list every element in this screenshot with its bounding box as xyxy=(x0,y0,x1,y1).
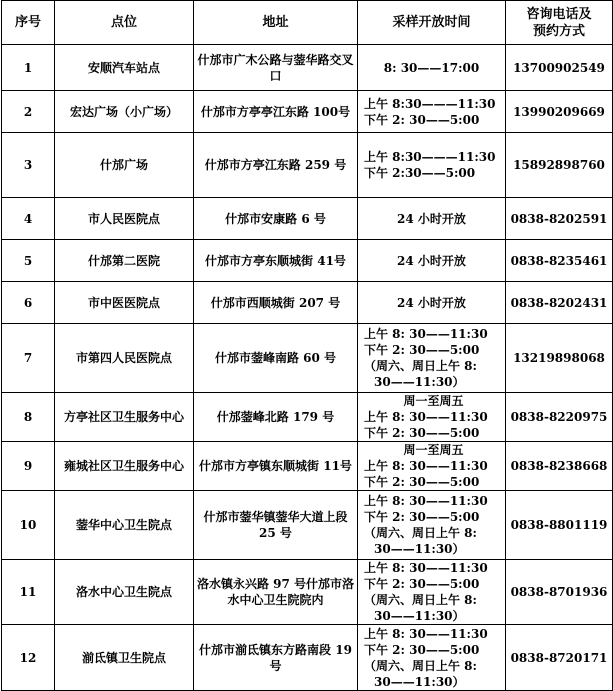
hours-line: （周六、周日上午 8: xyxy=(364,593,477,607)
cell-hours xyxy=(358,240,506,282)
cell-seq: 6 xyxy=(2,282,55,324)
hours-line: 下午 2: 30——5:00 xyxy=(364,510,480,524)
table-row xyxy=(2,560,613,625)
table-row xyxy=(2,198,613,240)
hours-line: 上午 8: 30——11:30 xyxy=(364,410,488,424)
hours-line: 24 小时开放 xyxy=(397,253,466,268)
hours-line: 8: 30——17:00 xyxy=(383,60,480,75)
header-address: 地址 xyxy=(194,1,358,45)
hours-line: 30——11:30） xyxy=(374,542,465,556)
table-row xyxy=(2,133,613,198)
table-row xyxy=(2,393,613,442)
sampling-sites-table xyxy=(1,0,613,691)
hours-line: 30——11:30） xyxy=(374,674,465,689)
hours-line: 24 小时开放 xyxy=(397,295,466,310)
cell-seq: 7 xyxy=(2,324,55,393)
cell-phone: 13990209669 xyxy=(506,91,613,133)
cell-phone: 0838-8238668 xyxy=(506,442,613,491)
hours-line: 下午 2: 30——5:00 xyxy=(364,475,480,489)
hours-line: 上午 8:30———11:30 xyxy=(364,150,496,164)
hours-line: （周六、周日上午 8: xyxy=(364,359,477,373)
cell-phone: 13219898068 xyxy=(506,324,613,393)
cell-address: 什邡市西顺城街 207 号 xyxy=(194,282,358,324)
cell-hours xyxy=(358,91,506,133)
hours-line: （周六、周日上午 8: xyxy=(364,658,477,673)
cell-phone: 15892898760 xyxy=(506,133,613,198)
hours-line: 上午 8: 30——11:30 xyxy=(364,494,488,508)
cell-site: 雍城社区卫生服务中心 xyxy=(55,442,194,491)
table-row xyxy=(2,324,613,393)
table-row xyxy=(2,91,613,133)
hours-line: 下午 2: 30——5:00 xyxy=(364,343,480,357)
hours-line: 上午 8: 30——11:30 xyxy=(364,327,488,341)
cell-seq: 11 xyxy=(2,560,55,625)
header-site: 点位 xyxy=(55,1,194,45)
cell-site: 安顺汽车站点 xyxy=(55,45,194,91)
table-row xyxy=(2,282,613,324)
cell-hours xyxy=(358,198,506,240)
hours-line: 周一至周五 xyxy=(403,394,464,408)
cell-phone: 0838-8202431 xyxy=(506,282,613,324)
cell-hours xyxy=(358,393,506,442)
hours-line: 上午 8: 30——11:30 xyxy=(364,459,488,473)
cell-seq: 5 xyxy=(2,240,55,282)
hours-line: 下午 2: 30——5:00 xyxy=(364,642,480,657)
cell-site: 市人民医院点 xyxy=(55,198,194,240)
cell-site: 什邡第二医院 xyxy=(55,240,194,282)
cell-site: 市中医医院点 xyxy=(55,282,194,324)
cell-site: 方亭社区卫生服务中心 xyxy=(55,393,194,442)
cell-address: 什邡市方亭东顺城街 41号 xyxy=(194,240,358,282)
hours-line: 30——11:30） xyxy=(374,609,465,623)
cell-phone: 0838-8235461 xyxy=(506,240,613,282)
header-contact-line1: 咨询电话及 xyxy=(526,6,592,22)
hours-line: 周一至周五 xyxy=(403,443,464,457)
table-row xyxy=(2,625,613,691)
header-hours: 采样开放时间 xyxy=(358,1,506,45)
cell-phone: 0838-8801119 xyxy=(506,491,613,560)
cell-phone: 13700902549 xyxy=(506,45,613,91)
cell-phone: 0838-8701936 xyxy=(506,560,613,625)
cell-site: 湔氐镇卫生院点 xyxy=(55,625,194,691)
hours-line: 下午 2: 30——5:00 xyxy=(364,577,480,591)
cell-address: 洛水镇永兴路 97 号什邡市洛水中心卫生院院内 xyxy=(194,560,358,625)
hours-line: 下午 2: 30——5:00 xyxy=(364,112,480,127)
cell-address: 什邡市安康路 6 号 xyxy=(194,198,358,240)
header-seq: 序号 xyxy=(2,1,55,45)
table-row xyxy=(2,491,613,560)
cell-address: 什邡蓥峰北路 179 号 xyxy=(194,393,358,442)
cell-seq: 2 xyxy=(2,91,55,133)
cell-seq: 9 xyxy=(2,442,55,491)
cell-address: 什邡市湔氐镇东方路南段 19 号 xyxy=(194,625,358,691)
cell-hours xyxy=(358,625,506,691)
cell-address: 什邡市方亭亭江东路 100号 xyxy=(194,91,358,133)
header-row xyxy=(2,1,613,45)
header-contact xyxy=(506,1,613,45)
cell-address: 什邡市方亭江东路 259 号 xyxy=(194,133,358,198)
cell-hours xyxy=(358,282,506,324)
hours-line: 上午 8:30———11:30 xyxy=(364,96,496,111)
hours-line: 上午 8: 30——11:30 xyxy=(364,626,488,641)
cell-address: 什邡市蓥峰南路 60 号 xyxy=(194,324,358,393)
header-contact-line2: 预约方式 xyxy=(532,23,585,39)
hours-line: 下午 2: 30——5:00 xyxy=(364,426,480,440)
cell-hours xyxy=(358,491,506,560)
cell-site: 宏达广场（小广场） xyxy=(55,91,194,133)
hours-line: 24 小时开放 xyxy=(397,211,466,226)
cell-site: 什邡广场 xyxy=(55,133,194,198)
hours-line: 下午 2:30——5:00 xyxy=(364,166,476,180)
cell-seq: 10 xyxy=(2,491,55,560)
table-row xyxy=(2,442,613,491)
cell-hours xyxy=(358,324,506,393)
table-row xyxy=(2,45,613,91)
hours-line: （周六、周日上午 8: xyxy=(364,526,477,540)
cell-address: 什邡市广木公路与蓥华路交叉口 xyxy=(194,45,358,91)
cell-site: 市第四人民医院点 xyxy=(55,324,194,393)
cell-hours xyxy=(358,45,506,91)
cell-hours xyxy=(358,442,506,491)
cell-site: 洛水中心卫生院点 xyxy=(55,560,194,625)
cell-phone: 0838-8220975 xyxy=(506,393,613,442)
cell-seq: 3 xyxy=(2,133,55,198)
cell-address: 什邡市方亭镇东顺城街 11号 xyxy=(194,442,358,491)
cell-seq: 8 xyxy=(2,393,55,442)
cell-address: 什邡市蓥华镇蓥华大道上段 25 号 xyxy=(194,491,358,560)
table-row xyxy=(2,240,613,282)
cell-hours xyxy=(358,560,506,625)
cell-phone: 0838-8720171 xyxy=(506,625,613,691)
cell-seq: 1 xyxy=(2,45,55,91)
cell-phone: 0838-8202591 xyxy=(506,198,613,240)
cell-hours xyxy=(358,133,506,198)
hours-line: 30——11:30） xyxy=(374,375,465,389)
cell-site: 蓥华中心卫生院点 xyxy=(55,491,194,560)
hours-line: 上午 8: 30——11:30 xyxy=(364,561,488,575)
cell-seq: 4 xyxy=(2,198,55,240)
cell-seq: 12 xyxy=(2,625,55,691)
